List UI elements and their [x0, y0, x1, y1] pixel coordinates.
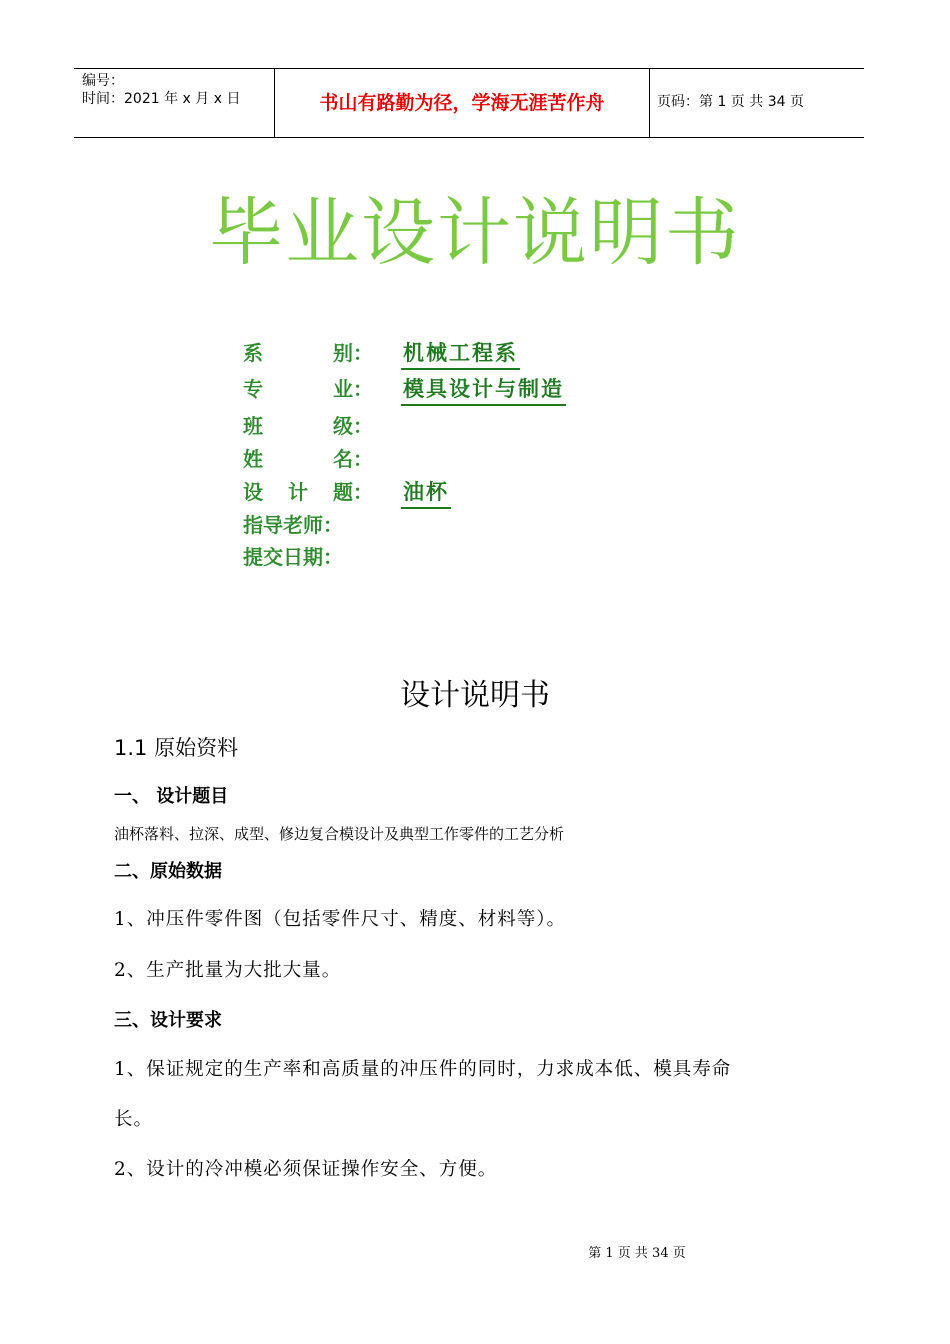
time-label: 时间：2021 年 x 月 x 日	[82, 91, 241, 107]
field-label: 设 计 题：	[243, 480, 373, 504]
field-label: 指导老师：	[243, 513, 343, 537]
field-label: 班 级：	[243, 414, 373, 438]
paragraph: 2、设计的冷冲模必须保证操作安全、方便。	[114, 1159, 498, 1180]
design-topic-text: 油杯落料、拉深、成型、修边复合模设计及典型工作零件的工艺分析	[114, 825, 565, 843]
paragraph: 1、保证规定的生产率和高质量的冲压件的同时，力求成本低、模具寿命	[114, 1059, 732, 1080]
field-label: 专 业：	[243, 377, 373, 401]
page-footer: 第 1 页 共 34 页	[588, 1246, 686, 1261]
field-value: 机械工程系	[401, 338, 520, 370]
page-info: 页码：第 1 页 共 34 页	[657, 94, 804, 110]
field-value: 模具设计与制造	[401, 374, 566, 406]
paragraph: 长。	[114, 1109, 154, 1130]
header-table	[74, 68, 864, 138]
header-right-cell	[649, 69, 864, 137]
header-middle-cell	[274, 69, 650, 137]
motto: 书山有路勤为径，学海无涯苦作舟	[319, 92, 605, 114]
paragraph: 2、生产批量为大批大量。	[114, 960, 342, 981]
field-label: 姓 名：	[243, 447, 373, 471]
paragraph: 1、冲压件零件图（包括零件尺寸、精度、材料等）。	[114, 909, 567, 930]
number-label: 编号：	[82, 73, 124, 89]
heading-design-requirements: 三、设计要求	[114, 1010, 222, 1031]
cover-title: 毕业设计说明书	[209, 190, 741, 276]
heading-design-topic: 一、 设计题目	[114, 786, 229, 807]
heading-original-data: 二、原始数据	[114, 861, 222, 882]
section-heading: 1.1 原始资料	[114, 736, 239, 760]
field-label: 提交日期：	[243, 545, 343, 569]
field-label: 系 别：	[243, 341, 373, 365]
header-left-cell	[74, 69, 274, 137]
doc-title: 设计说明书	[400, 678, 550, 713]
field-value: 油杯	[401, 477, 451, 509]
